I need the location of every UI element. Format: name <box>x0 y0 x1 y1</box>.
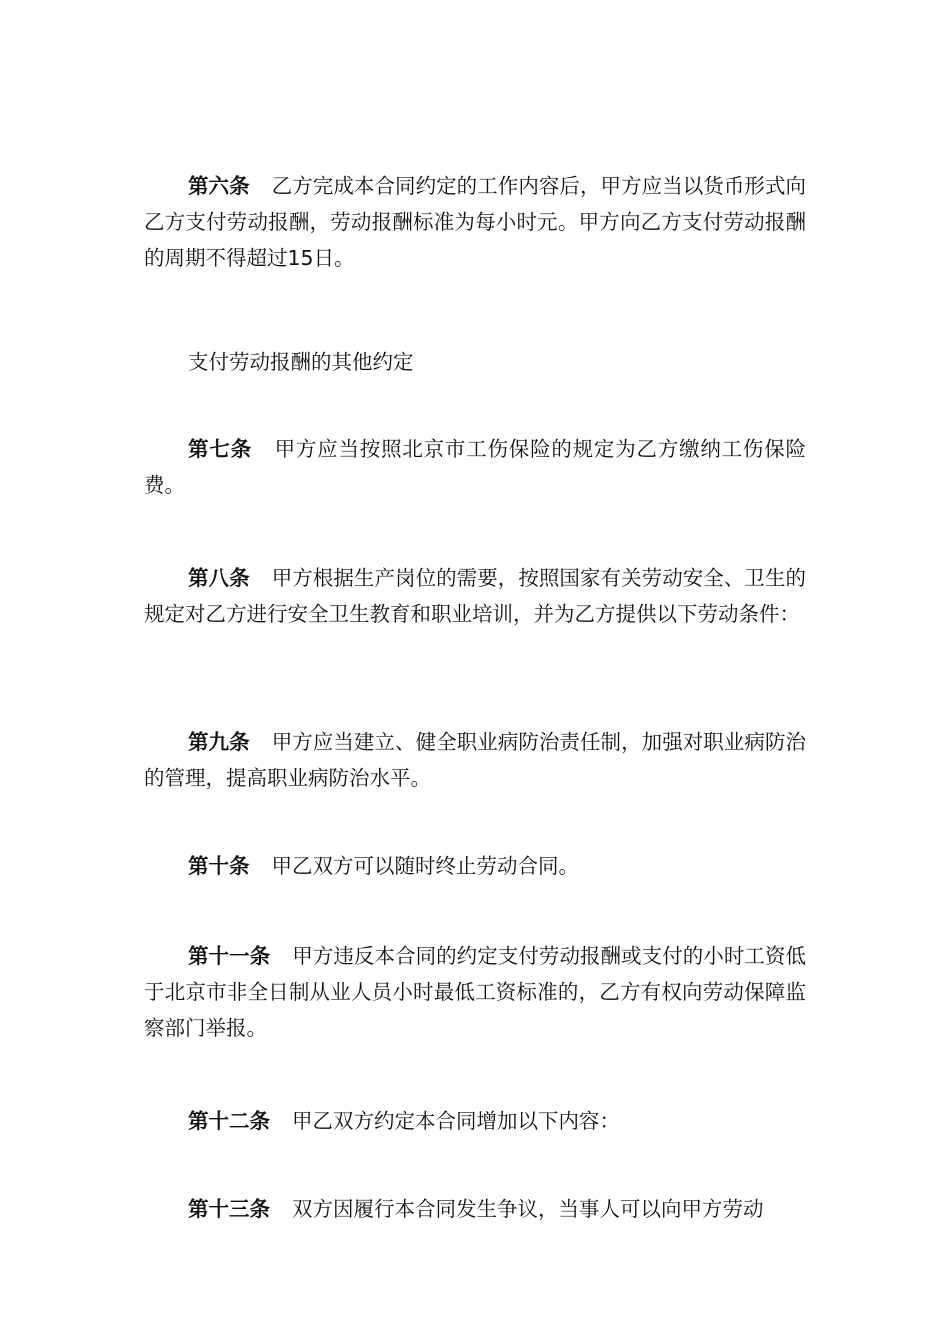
article-6 <box>144 168 806 276</box>
article-8 <box>144 560 806 632</box>
article-11 <box>144 938 806 1046</box>
article-title: 第十三条 <box>188 1197 270 1221</box>
article-text: 甲乙双方约定本合同增加以下内容： <box>292 1109 620 1133</box>
article-text: 支付劳动报酬的其他约定 <box>188 350 414 374</box>
article-text: 甲乙双方可以随时终止劳动合同。 <box>271 854 579 878</box>
article-12 <box>144 1103 806 1139</box>
article-title: 第十一条 <box>188 944 271 968</box>
article-7 <box>144 431 806 503</box>
article-title: 第九条 <box>188 730 250 754</box>
article-text: 甲方应当按照北京市工伤保险的规定为乙方缴纳工伤保险费。 <box>144 437 807 497</box>
article-text: 甲方根据生产岗位的需要，按照国家有关劳动安全、卫生的规定对乙方进行安全卫生教育和职业培训，并为乙方提供以下劳动条件： <box>144 566 806 626</box>
article-9 <box>144 724 806 796</box>
article-title: 第八条 <box>188 566 250 590</box>
article-text: 乙方完成本合同约定的工作内容后，甲方应当以货币形式向乙方支付劳动报酬，劳动报酬标准为每小时元。甲方向乙方支付劳动报酬的周期不得超过15日。 <box>144 174 806 270</box>
article-13 <box>144 1191 806 1227</box>
article-10 <box>144 848 806 884</box>
article-text: 双方因履行本合同发生争议，当事人可以向甲方劳动 <box>292 1197 764 1221</box>
article-text: 甲方应当建立、健全职业病防治责任制，加强对职业病防治的管理，提高职业病防治水平。 <box>144 730 806 790</box>
article-title: 第十二条 <box>188 1109 270 1133</box>
article-title: 第六条 <box>188 174 250 198</box>
article-title: 第七条 <box>188 437 252 461</box>
article-text: 甲方违反本合同的约定支付劳动报酬或支付的小时工资低于北京市非全日制从业人员小时最低工资标准的，乙方有权向劳动保障监察部门举报。 <box>144 944 807 1040</box>
article-title: 第十条 <box>188 854 250 878</box>
article-6-supplement <box>144 344 806 380</box>
